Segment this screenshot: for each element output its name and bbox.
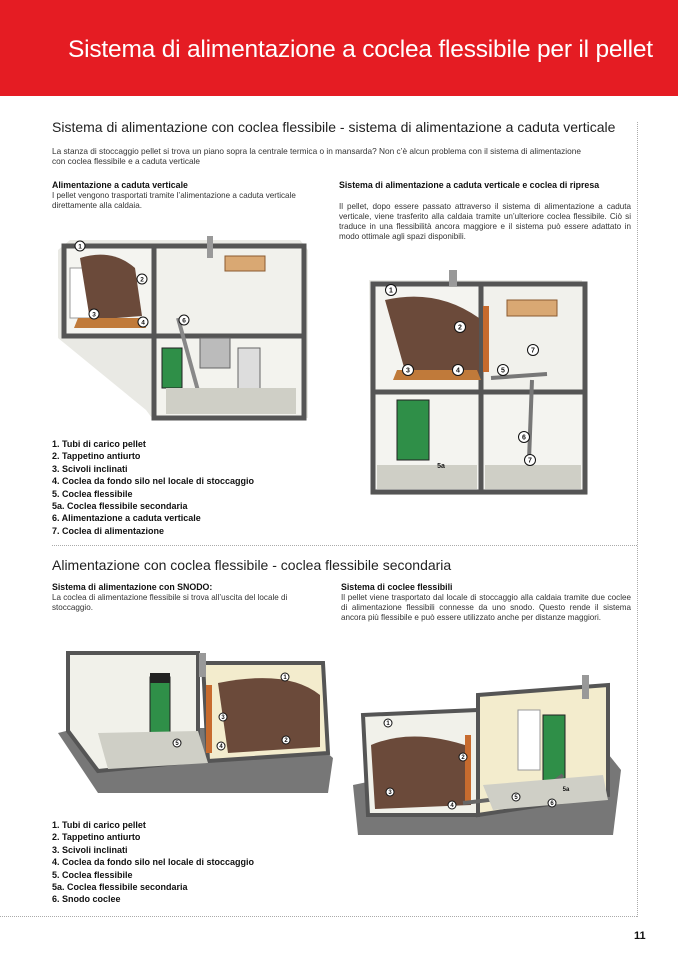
section1-intro-line1: La stanza di stoccaggio pellet si trova un piano sopra la centrale termica o in mansarda? Non c’è alcun problema con il sistema di alimentazione [52,146,581,156]
illustration-snodo [58,643,335,803]
callout-5a: 5a [562,787,570,793]
callout-6: 6 [182,317,186,325]
page-number: 11 [634,930,646,942]
callout-1: 1 [78,243,82,251]
section-divider [52,545,637,546]
callout-5: 5 [175,741,179,747]
legend-item: 5a. Coclea flessibile secondaria [52,501,188,512]
illustration-vertical-drop [50,228,318,430]
callout-3: 3 [388,790,392,796]
callout-5a: 5a [437,463,445,470]
callout-2: 2 [461,755,465,761]
section1-right-text: Il pellet, dopo essere passato attraverso il sistema di alimentazione a caduta verticale, viene trasferito alla caldaia tramite un’ulteriore coclea flessibile. Ciò si traduce in una flessibilità ancora maggiore e il sistema può essere adattato in modo ottimale agli spazi disponibili. [339,202,631,241]
callout-2: 2 [140,276,144,284]
legend-item: 2. Tappetino antiurto [52,451,141,462]
legend-item: 6. Alimentazione a caduta verticale [52,513,201,524]
right-dotted-divider [637,122,638,917]
callout-4: 4 [450,803,454,809]
footer-divider [0,916,637,917]
callout-1: 1 [386,721,390,727]
legend-item: 1. Tubi di carico pellet [52,439,146,449]
callout-3: 3 [92,311,96,319]
section1-left-heading: Alimentazione a caduta verticale [52,180,188,190]
page-title: Sistema di alimentazione a coclea flessibile per il pellet [68,36,653,63]
callout-6: 6 [522,434,526,442]
callout-5: 5 [514,795,518,801]
section2-left-heading: Sistema di alimentazione con SNODO: [52,582,213,592]
callout-5: 5 [501,367,505,375]
callout-4: 4 [456,367,460,375]
callout-7: 7 [528,457,532,465]
legend-item: 5. Coclea flessibile [52,488,133,499]
section2-left-text: La coclea di alimentazione flessibile si trova all’uscita del locale di stoccaggio. [52,593,288,612]
illustration-drop-recovery [367,270,589,498]
callout-1: 1 [389,287,393,295]
section2-legend [52,819,254,906]
section1-title: Sistema di alimentazione con coclea flessibile - sistema di alimentazione a caduta verticale [52,119,616,135]
callout-7: 7 [531,347,535,355]
legend-item: 3. Scivoli inclinati [52,463,128,474]
callout-2: 2 [284,738,288,744]
callout-2: 2 [458,324,462,332]
callout-1: 1 [283,675,287,681]
section1-intro [52,146,632,166]
callout-3: 3 [406,367,410,375]
section2-title: Alimentazione con coclea flessibile - coclea flessibile secondaria [52,557,452,573]
legend-item: 3. Scivoli inclinati [52,844,128,855]
legend-item: 5a. Coclea flessibile secondaria [52,882,188,893]
legend-item: 2. Tappetino antiurto [52,832,141,843]
callout-3: 3 [221,715,225,721]
section1-left-text: I pellet vengono trasportati tramite l’alimentazione a caduta verticale direttamente alla caldaia. [52,191,296,210]
legend-item: 7. Coclea di alimentazione [52,525,165,536]
legend-item: 4. Coclea da fondo silo nel locale di stoccaggio [52,857,255,868]
header-banner [0,0,678,96]
section1-legend [52,438,254,537]
callout-4: 4 [141,319,145,327]
legend-item: 6. Snodo coclee [52,894,121,905]
legend-item: 5. Coclea flessibile [52,869,133,880]
callout-4: 4 [219,744,223,750]
legend-item: 4. Coclea da fondo silo nel locale di stoccaggio [52,476,255,487]
legend-item: 1. Tubi di carico pellet [52,820,146,830]
section1-right-heading: Sistema di alimentazione a caduta verticale e coclea di ripresa [339,180,600,190]
illustration-flexible-augers [353,675,625,843]
section2-right-heading: Sistema di coclee flessibili [341,582,453,592]
callout-6: 6 [550,801,554,807]
section1-intro-line2: con coclea flessibile e a caduta verticale [52,156,201,166]
section2-right-text: Il pellet viene trasportato dal locale di stoccaggio alla caldaia tramite due coclee di alimentazione flessibili connesse da uno snodo. Questo rende il sistema ancora più flessibile e può essere utilizzato anche per distanze maggiori. [341,593,631,622]
